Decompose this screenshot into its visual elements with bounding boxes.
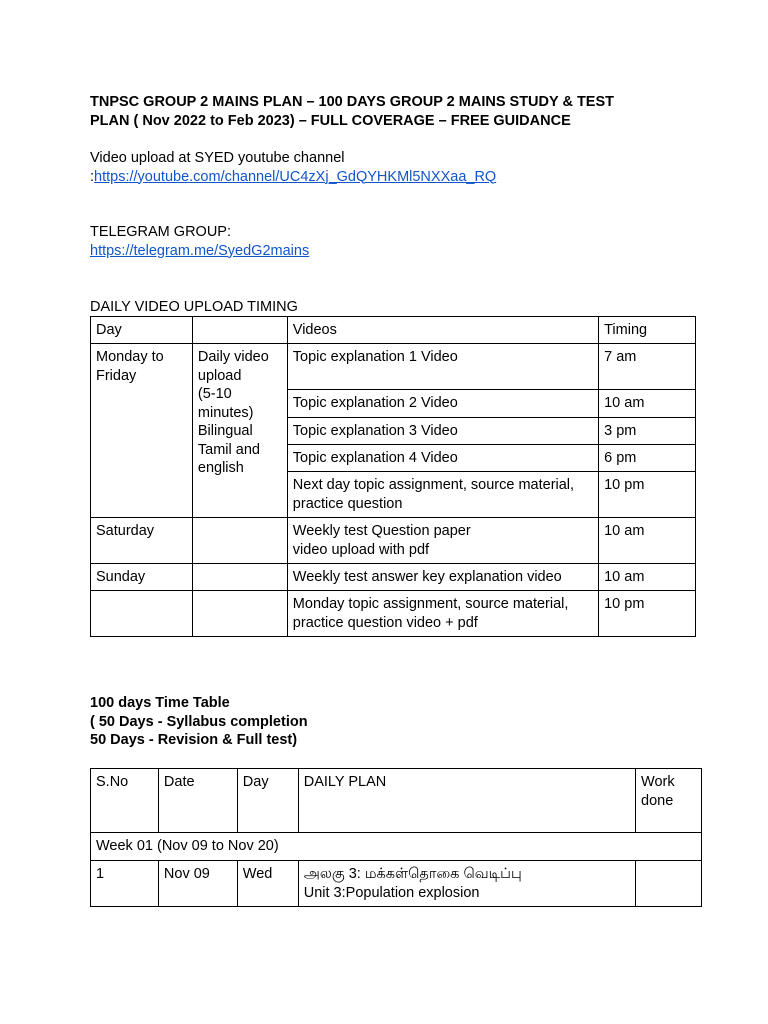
timetable-heading-line-2: ( 50 Days - Syllabus completion [90, 713, 308, 730]
table-row [91, 344, 696, 390]
empty-cell [91, 591, 193, 637]
telegram-link[interactable]: https://telegram.me/SyedG2mains [90, 242, 310, 259]
daily-plan-cell: அலகு 3: மக்கள்தொகை வெடிப்பு Unit 3:Population explosion [298, 861, 635, 907]
telegram-section [90, 223, 309, 260]
video-cell: Next day topic assignment, source material, practice question [287, 472, 598, 518]
header-date: Date [158, 769, 237, 833]
table-row [91, 564, 696, 591]
week-row [91, 833, 702, 861]
video-cell: Weekly test Question paper video upload with pdf [287, 518, 598, 564]
work-done-cell [636, 861, 702, 907]
header-sno: S.No [91, 769, 159, 833]
saturday-cell: Saturday [91, 518, 193, 564]
video-cell: Topic explanation 3 Video [287, 418, 598, 445]
youtube-link[interactable]: https://youtube.com/channel/UC4zXj_GdQYHKMl5NXXaa_RQ [94, 168, 497, 185]
header-day: Day [237, 769, 298, 833]
empty-cell [192, 518, 287, 564]
day-cell: Wed [237, 861, 298, 907]
header-day: Day [91, 317, 193, 344]
video-label: Video upload at SYED youtube channel [90, 150, 345, 166]
timing-cell: 3 pm [599, 418, 696, 445]
week-label: Week 01 (Nov 09 to Nov 20) [91, 833, 702, 861]
video-cell: Topic explanation 1 Video [287, 344, 598, 390]
header-daily-plan: DAILY PLAN [298, 769, 635, 833]
table-row [91, 861, 702, 907]
page-title [90, 93, 690, 130]
timing-cell: 10 pm [599, 472, 696, 518]
video-section [90, 149, 496, 186]
timetable-heading-line-3: 50 Days - Revision & Full test) [90, 732, 298, 748]
table-header-row [91, 769, 702, 833]
timing-cell: 6 pm [599, 445, 696, 472]
header-videos: Videos [287, 317, 598, 344]
empty-cell [192, 591, 287, 637]
header-work-done: Work done [636, 769, 702, 833]
video-cell: Topic explanation 2 Video [287, 390, 598, 418]
timetable-heading [90, 694, 308, 750]
timing-cell: 10 am [599, 390, 696, 418]
upload-table-heading: DAILY VIDEO UPLOAD TIMING [90, 299, 298, 315]
upload-timing-table [90, 316, 696, 637]
empty-cell [192, 564, 287, 591]
timetable-table [90, 768, 702, 907]
telegram-label: TELEGRAM GROUP: [90, 224, 231, 240]
sno-cell: 1 [91, 861, 159, 907]
timing-cell: 10 pm [599, 591, 696, 637]
timetable-heading-line-1: 100 days Time Table [90, 695, 230, 711]
timing-cell: 10 am [599, 564, 696, 591]
video-cell: Topic explanation 4 Video [287, 445, 598, 472]
timing-cell: 10 am [599, 518, 696, 564]
timing-cell: 7 am [599, 344, 696, 390]
weekday-note-cell: Daily video upload (5-10 minutes) Bilingual Tamil and english [192, 344, 287, 518]
video-cell: Monday topic assignment, source material, practice question video + pdf [287, 591, 598, 637]
table-row [91, 518, 696, 564]
date-cell: Nov 09 [158, 861, 237, 907]
table-header-row [91, 317, 696, 344]
table-row [91, 591, 696, 637]
header-timing: Timing [599, 317, 696, 344]
title-line-1: TNPSC GROUP 2 MAINS PLAN – 100 DAYS GROUP 2 MAINS STUDY & TEST [90, 94, 614, 110]
header-empty [192, 317, 287, 344]
weekday-cell: Monday to Friday [91, 344, 193, 518]
video-cell: Weekly test answer key explanation video [287, 564, 598, 591]
title-line-2: PLAN ( Nov 2022 to Feb 2023) – FULL COVERAGE – FREE GUIDANCE [90, 112, 571, 129]
sunday-cell: Sunday [91, 564, 193, 591]
video-link-prefix: : [90, 168, 95, 185]
